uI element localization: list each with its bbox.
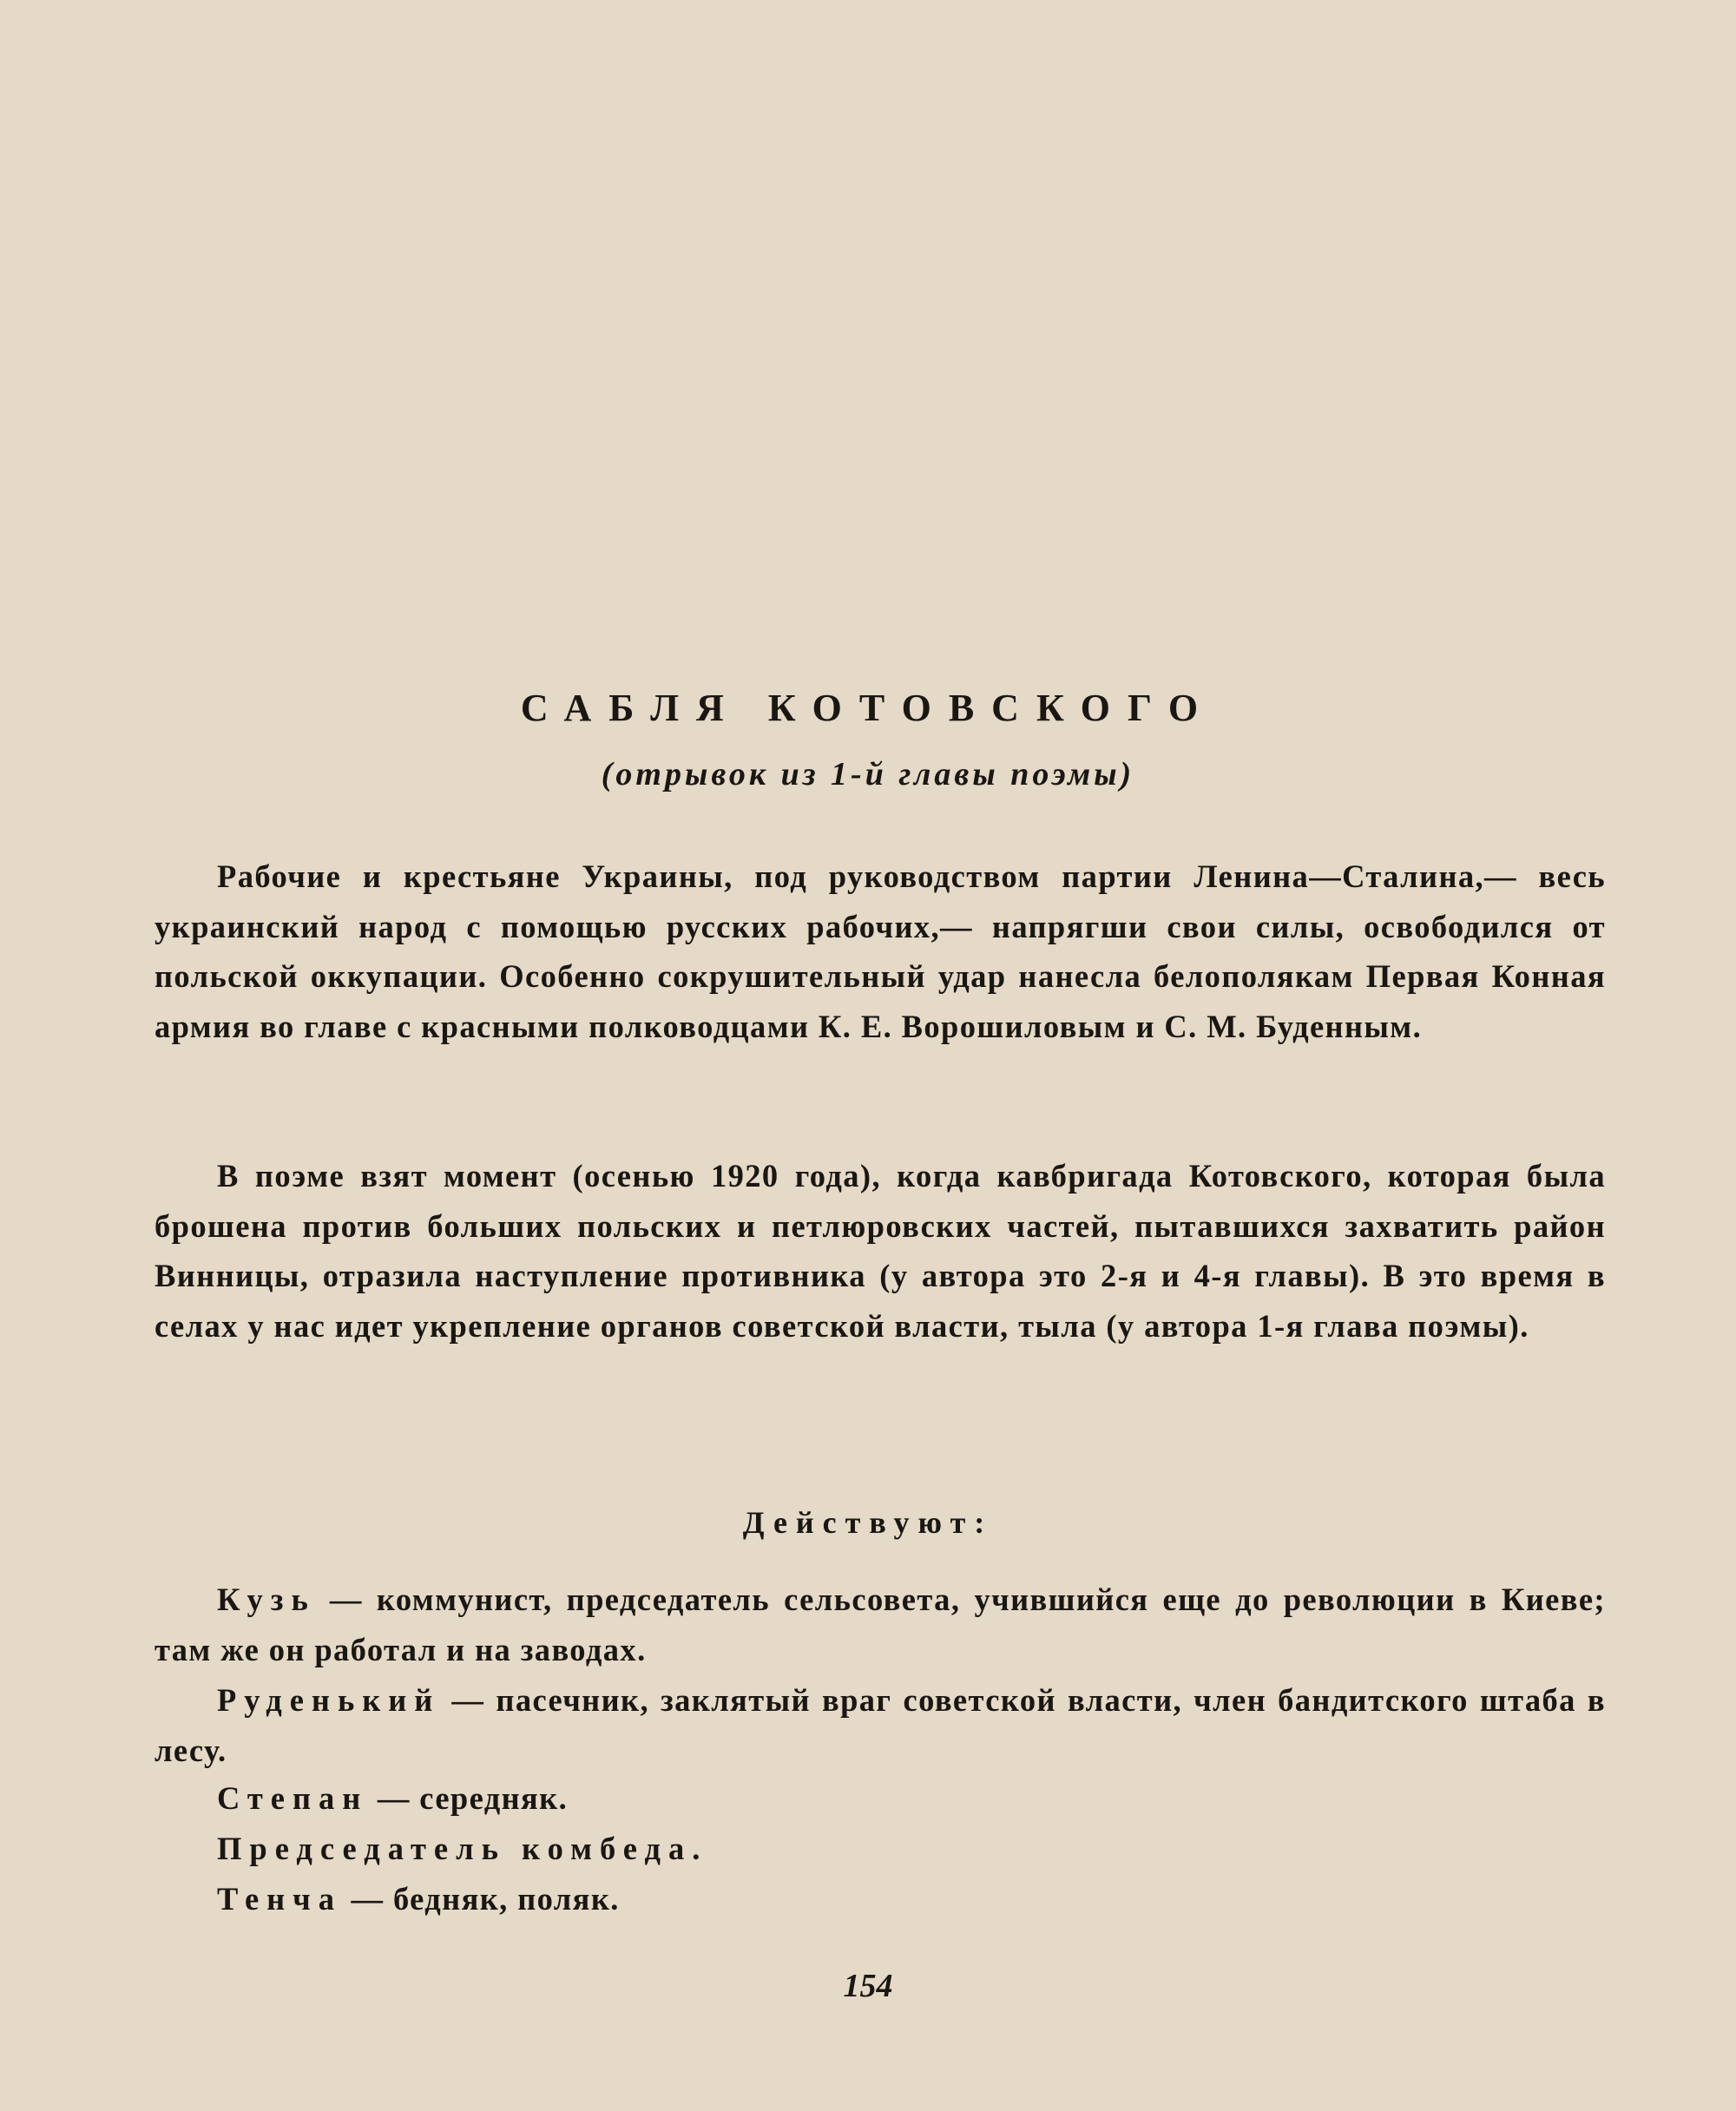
character-name: Кузь [217,1582,316,1617]
poem-subtitle: (отрывок из 1-й главы поэмы) [601,756,1135,792]
character-name: Председатель комбеда [217,1831,693,1866]
character-name: Степан [217,1780,369,1816]
character-entry-rudenky [155,1675,1606,1775]
character-description: . [692,1831,701,1866]
character-entry-kuz [155,1575,1606,1674]
character-description: — середняк. [368,1780,569,1816]
intro-paragraph-2: В поэме взят момент (осенью 1920 года), когда кавбригада Котовского, которая была брошена против больших польских и петлюровских частей, пытавшихся захватить район Винницы, отразила наступление противника (у автора это 2-я и 4-я главы). В это время в селах у нас идет укрепление органов советской власти, тыла (у автора 1-я глава поэмы). [155,1158,1606,1344]
intro-paragraph-1: Рабочие и крестьяне Украины, под руководством партии Ленина—Сталина,— весь украинский народ с помощью русских рабочих,— напрягши свои силы, освободился от польской оккупации. Особенно сокрушительный удар нанесла белополякам Первая Конная армия во главе с красными полководцами К. Е. Ворошиловым и С. М. Буденным. [155,858,1606,1044]
character-entry-chairman [155,1824,1606,1874]
characters-heading: Действуют: [742,1505,994,1540]
character-name: Тенча [217,1881,343,1917]
page-number: 154 [843,1968,893,2004]
character-description: — коммунист, председатель сельсовета, учившийся еще до революции в Киеве; там же он работал и на заводах. [155,1582,1606,1667]
character-description: — бедняк, поляк. [342,1881,620,1917]
character-entry-stepan [155,1773,1606,1824]
poem-title: САБЛЯ КОТОВСКОГО [520,687,1216,729]
character-name: Руденький [217,1682,441,1718]
character-entry-tencha [155,1874,1606,1924]
character-description: — пасечник, заклятый враг советской власти, член бандитского штаба в лесу. [155,1682,1606,1768]
